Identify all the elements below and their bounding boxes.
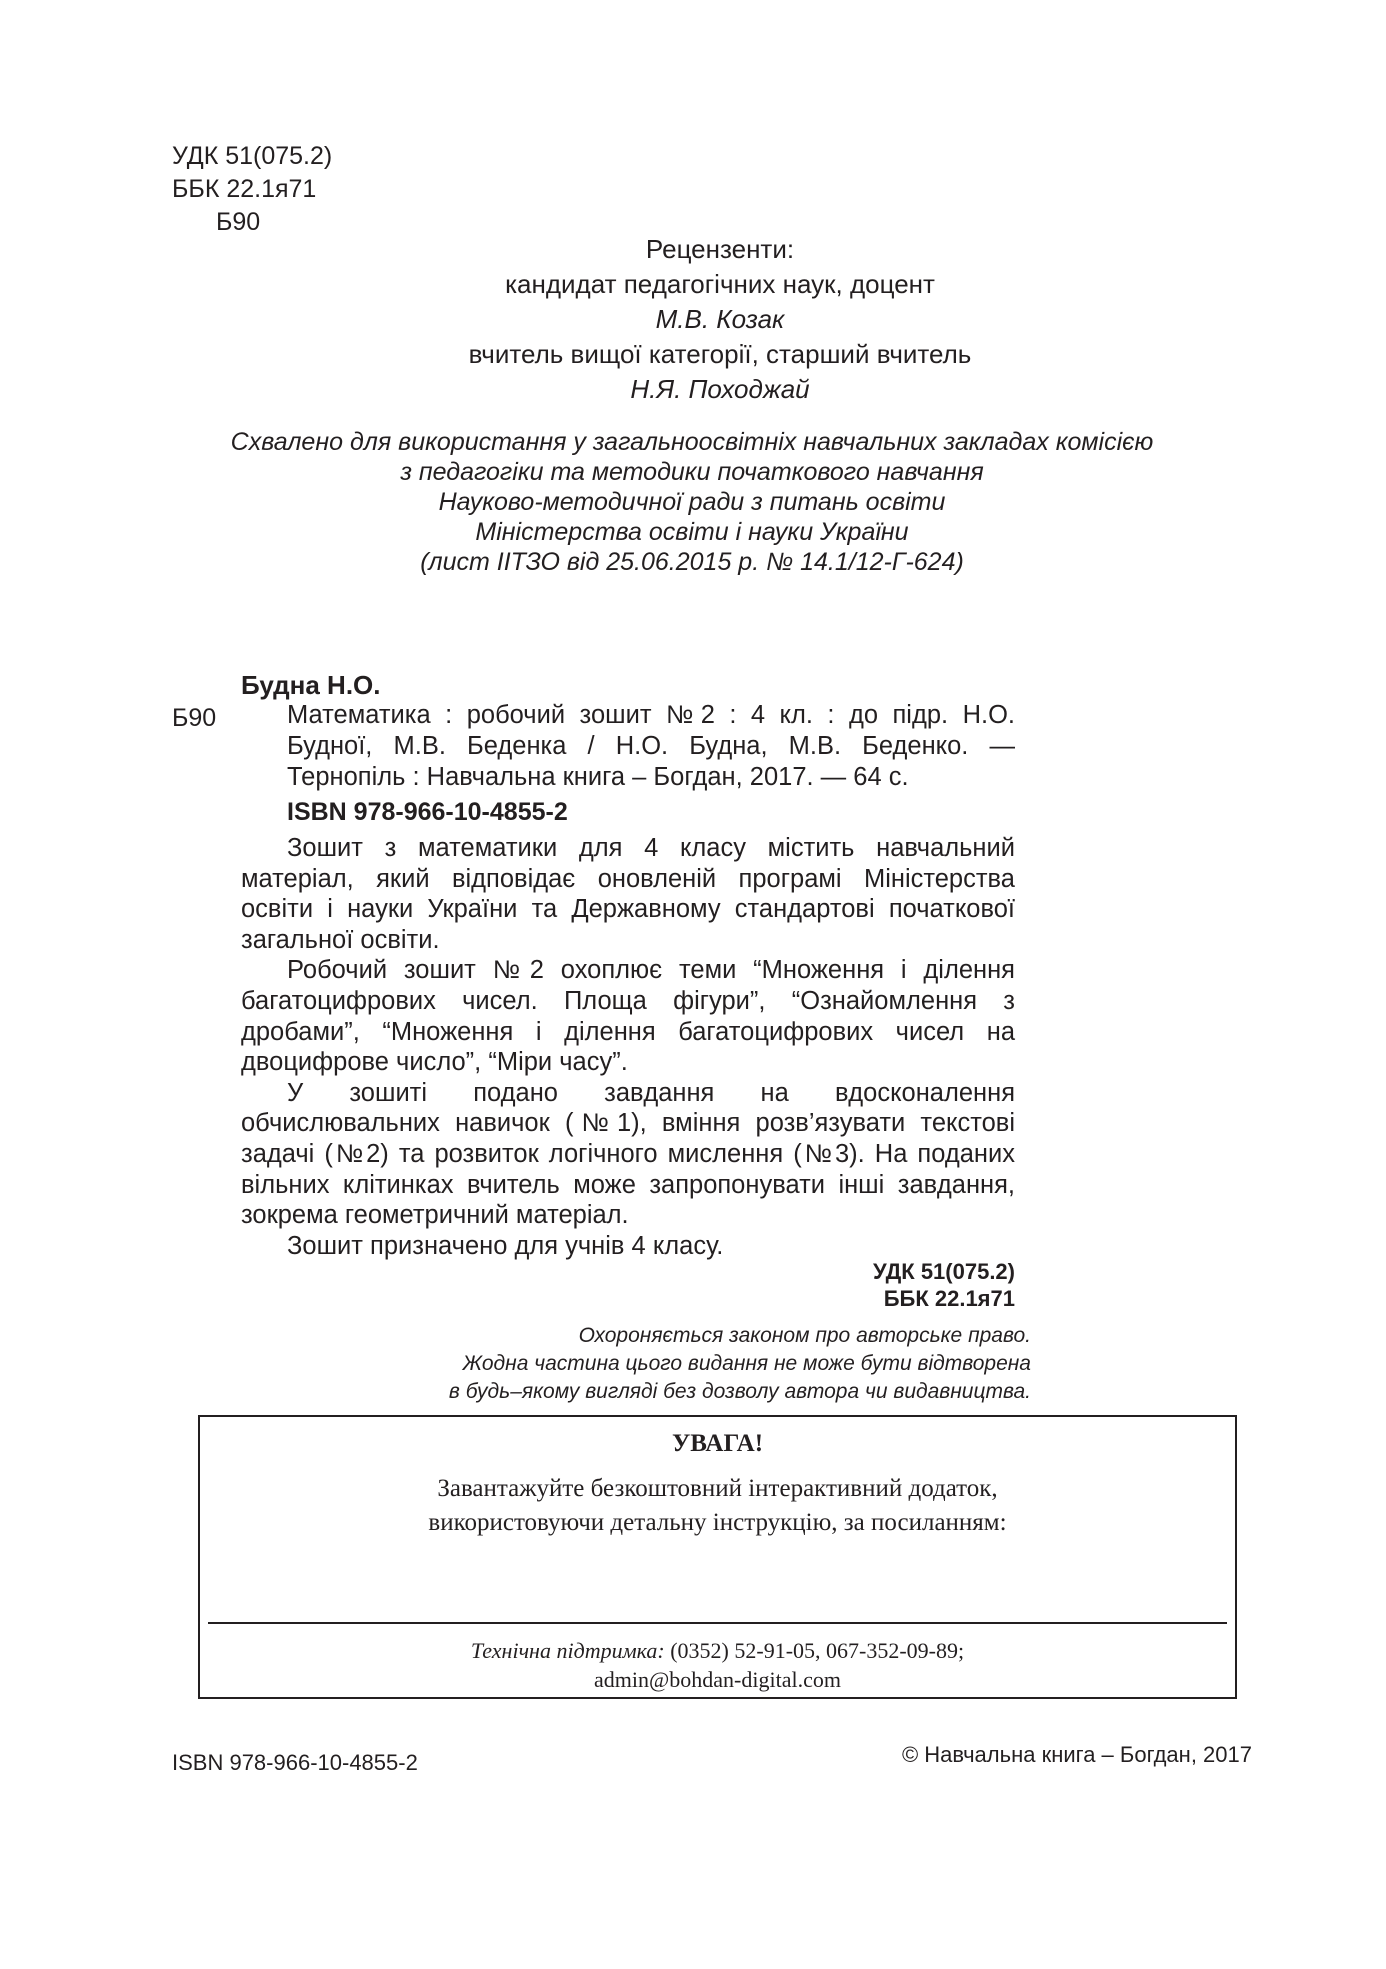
annotation-paragraph: Робочий зошит №2 охоплює теми “Множення і ділення багатоцифрових чисел. Площа фігури”, “Ознайомлення з дробами”, “Множення і ділення багатоцифрових чисел на двоцифрове число”, “Міри часу”. (241, 956, 1015, 1077)
support-phones: (0352) 52-91-05, 067-352-09-89; (664, 1638, 965, 1663)
support-email[interactable]: admin@bohdan-digital.com (594, 1667, 841, 1692)
approval-line: з педагогіки та методики початкового навчання (400, 458, 984, 486)
copyright-line: Охороняється законом про авторське право. (578, 1324, 1031, 1347)
annotation-paragraph: Зошит з математики для 4 класу містить навчальний матеріал, який відповідає оновленій програмі Міністерства освіти і науки України та Державному стандартові початкової загальної освіти. (241, 834, 1015, 954)
author-code: Б90 (216, 208, 261, 236)
reviewers-heading: Рецензенти: (645, 234, 795, 264)
catalog-isbn: ISBN 978-966-10-4855-2 (287, 798, 568, 826)
catalog-code: Б90 (172, 704, 217, 732)
approval-line: Схвалено для використання у загальноосвітніх навчальних закладах комісією (230, 428, 1154, 456)
reviewers-block (380, 232, 1060, 407)
divider (208, 1622, 1227, 1624)
reviewer-2-title: вчитель вищої категорії, старший вчитель (468, 339, 972, 369)
attention-title: УВАГА! (671, 1430, 764, 1457)
footer-copyright: © Навчальна книга – Богдан, 2017 (901, 1742, 1252, 1767)
classification-codes (172, 140, 332, 239)
classification-codes-right (873, 1258, 1015, 1312)
reviewer-1-title: кандидат педагогічних наук, доцент (505, 269, 935, 299)
attention-box (198, 1415, 1237, 1699)
udk-code: УДК 51(075.2) (172, 142, 333, 170)
bbk-code-right: ББК 22.1я71 (883, 1286, 1015, 1311)
catalog-author: Будна Н.О. (241, 670, 381, 700)
catalog-entry: Математика : робочий зошит №2 : 4 кл. : до підр. Н.О. Будної, М.В. Беденка / Н.О. Будна, М.В. Беденко. — Тернопіль : Навчальна книга – Богдан, 2017. — 64 с. (287, 701, 1015, 791)
approval-line: Науково-методичної ради з питань освіти (438, 488, 946, 516)
tech-support (200, 1636, 1235, 1694)
reviewer-1-name: М.В. Козак (655, 304, 785, 334)
approval-line: (лист ІІТЗО від 25.06.2015 р. № 14.1/12-Г-624) (420, 548, 964, 576)
reviewer-2-name: Н.Я. Походжай (630, 374, 810, 404)
annotation (241, 833, 1015, 1261)
approval-statement (172, 427, 1212, 577)
support-contacts (200, 1636, 1235, 1665)
udk-code-right: УДК 51(075.2) (873, 1259, 1015, 1284)
copyright-line: в будь–якому вигляді без дозволу автора чи видавництва. (448, 1380, 1031, 1403)
footer-isbn: ISBN 978-966-10-4855-2 (172, 1750, 418, 1775)
support-label: Технічна підтримка: (470, 1638, 665, 1663)
annotation-paragraph: Зошит призначено для учнів 4 класу. (287, 1231, 724, 1260)
copyright-line: Жодна частина цього видання не може бути відтворена (462, 1352, 1031, 1375)
attention-line: використовуючи детальну інструкцію, за посиланням: (428, 1509, 1007, 1536)
approval-line: Міністерства освіти і науки України (475, 518, 909, 546)
bbk-code: ББК 22.1я71 (172, 175, 317, 203)
annotation-paragraph: У зошиті подано завдання на вдосконалення обчислювальних навичок (№1), вміння розв’язувати текстові задачі (№2) та розвиток логічного мислення (№3). На поданих вільних клітинках вчитель може запропонувати інші завдання, зокрема геометричний матеріал. (241, 1078, 1015, 1230)
attention-text (200, 1472, 1235, 1540)
attention-line: Завантажуйте безкоштовний інтерактивний додаток, (437, 1475, 998, 1502)
copyright-notice (449, 1322, 1031, 1406)
